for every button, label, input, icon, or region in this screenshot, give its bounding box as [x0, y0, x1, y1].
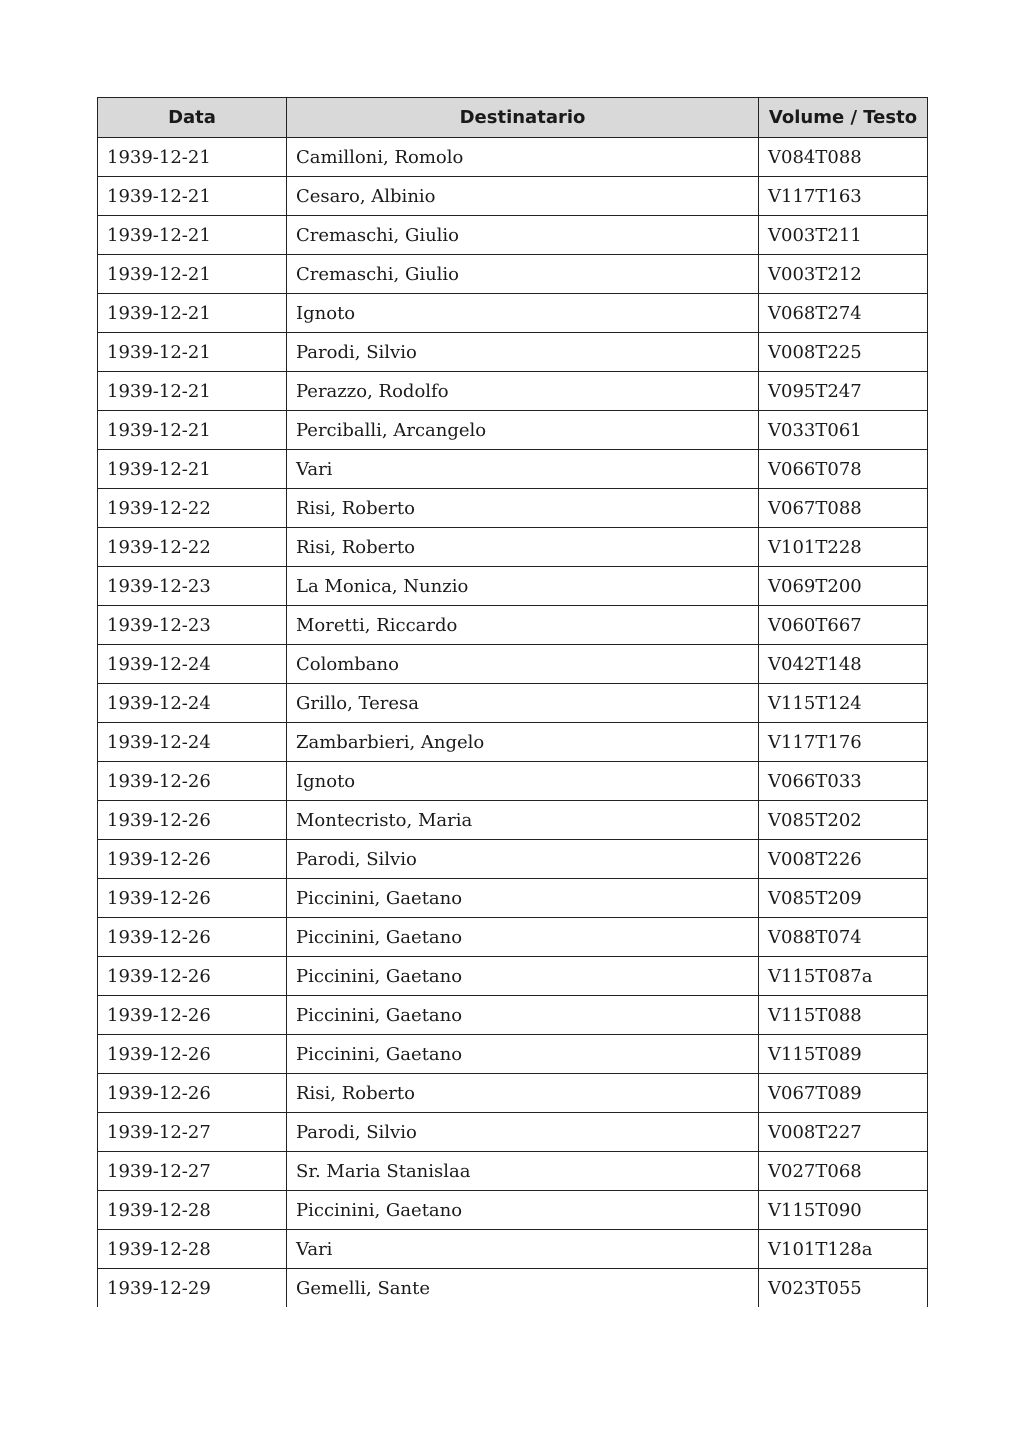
table-row [98, 450, 928, 489]
cell-volume: V084T088 [759, 138, 928, 177]
table-row [98, 489, 928, 528]
cell-volume: V101T128a [759, 1230, 928, 1269]
cell-recipient: Moretti, Riccardo [287, 606, 759, 645]
cell-date: 1939-12-29 [98, 1269, 287, 1308]
cell-volume: V003T211 [759, 216, 928, 255]
cell-date: 1939-12-21 [98, 411, 287, 450]
cell-recipient: Ignoto [287, 762, 759, 801]
cell-date: 1939-12-24 [98, 723, 287, 762]
table-row [98, 606, 928, 645]
table-header-row [98, 98, 928, 138]
cell-date: 1939-12-26 [98, 879, 287, 918]
cell-recipient: Cremaschi, Giulio [287, 216, 759, 255]
table-row [98, 1152, 928, 1191]
table-row [98, 957, 928, 996]
table-row [98, 996, 928, 1035]
table-row [98, 762, 928, 801]
cell-volume: V117T163 [759, 177, 928, 216]
cell-recipient: Perazzo, Rodolfo [287, 372, 759, 411]
table-row [98, 372, 928, 411]
cell-date: 1939-12-26 [98, 840, 287, 879]
cell-date: 1939-12-21 [98, 216, 287, 255]
cell-volume: V068T274 [759, 294, 928, 333]
cell-recipient: Colombano [287, 645, 759, 684]
cell-recipient: Zambarbieri, Angelo [287, 723, 759, 762]
cell-recipient: Gemelli, Sante [287, 1269, 759, 1308]
cell-volume: V066T078 [759, 450, 928, 489]
cell-recipient: Ignoto [287, 294, 759, 333]
cell-date: 1939-12-26 [98, 918, 287, 957]
cell-date: 1939-12-23 [98, 567, 287, 606]
cell-volume: V117T176 [759, 723, 928, 762]
cell-date: 1939-12-21 [98, 450, 287, 489]
cell-volume: V095T247 [759, 372, 928, 411]
cell-date: 1939-12-27 [98, 1113, 287, 1152]
letters-register-table [97, 97, 928, 1307]
table-row [98, 645, 928, 684]
cell-volume: V008T225 [759, 333, 928, 372]
cell-volume: V008T227 [759, 1113, 928, 1152]
cell-volume: V067T088 [759, 489, 928, 528]
table-row [98, 723, 928, 762]
column-header-recipient: Destinatario [287, 98, 759, 138]
table-row [98, 684, 928, 723]
table-row [98, 411, 928, 450]
table-row [98, 1035, 928, 1074]
table-row [98, 333, 928, 372]
document-page [97, 97, 927, 1307]
table-row [98, 1074, 928, 1113]
table-row [98, 528, 928, 567]
table-row [98, 177, 928, 216]
table-row [98, 1230, 928, 1269]
table-row [98, 801, 928, 840]
cell-date: 1939-12-27 [98, 1152, 287, 1191]
cell-recipient: La Monica, Nunzio [287, 567, 759, 606]
cell-volume: V033T061 [759, 411, 928, 450]
cell-date: 1939-12-26 [98, 1074, 287, 1113]
cell-recipient: Cremaschi, Giulio [287, 255, 759, 294]
cell-date: 1939-12-28 [98, 1191, 287, 1230]
cell-date: 1939-12-22 [98, 528, 287, 567]
cell-volume: V115T089 [759, 1035, 928, 1074]
table-row [98, 918, 928, 957]
cell-recipient: Piccinini, Gaetano [287, 996, 759, 1035]
column-header-date: Data [98, 98, 287, 138]
cell-volume: V042T148 [759, 645, 928, 684]
cell-date: 1939-12-26 [98, 957, 287, 996]
cell-recipient: Vari [287, 450, 759, 489]
cell-date: 1939-12-26 [98, 996, 287, 1035]
cell-date: 1939-12-24 [98, 684, 287, 723]
cell-volume: V115T090 [759, 1191, 928, 1230]
cell-recipient: Grillo, Teresa [287, 684, 759, 723]
cell-recipient: Piccinini, Gaetano [287, 957, 759, 996]
cell-volume: V008T226 [759, 840, 928, 879]
cell-volume: V060T667 [759, 606, 928, 645]
cell-date: 1939-12-21 [98, 372, 287, 411]
cell-volume: V067T089 [759, 1074, 928, 1113]
cell-volume: V085T209 [759, 879, 928, 918]
cell-recipient: Montecristo, Maria [287, 801, 759, 840]
cell-volume: V115T124 [759, 684, 928, 723]
cell-volume: V003T212 [759, 255, 928, 294]
cell-recipient: Piccinini, Gaetano [287, 879, 759, 918]
cell-recipient: Risi, Roberto [287, 489, 759, 528]
cell-recipient: Vari [287, 1230, 759, 1269]
cell-volume: V088T074 [759, 918, 928, 957]
table-row [98, 840, 928, 879]
cell-recipient: Piccinini, Gaetano [287, 1035, 759, 1074]
table-row [98, 567, 928, 606]
cell-date: 1939-12-21 [98, 255, 287, 294]
cell-volume: V115T087a [759, 957, 928, 996]
column-header-volume: Volume / Testo [759, 98, 928, 138]
cell-recipient: Parodi, Silvio [287, 333, 759, 372]
cell-volume: V085T202 [759, 801, 928, 840]
table-row [98, 879, 928, 918]
cell-recipient: Parodi, Silvio [287, 1113, 759, 1152]
cell-date: 1939-12-21 [98, 177, 287, 216]
cell-volume: V023T055 [759, 1269, 928, 1308]
table-row [98, 294, 928, 333]
cell-recipient: Perciballi, Arcangelo [287, 411, 759, 450]
cell-recipient: Piccinini, Gaetano [287, 918, 759, 957]
cell-volume: V027T068 [759, 1152, 928, 1191]
table-row [98, 216, 928, 255]
cell-date: 1939-12-23 [98, 606, 287, 645]
table-row [98, 1269, 928, 1308]
cell-recipient: Risi, Roberto [287, 528, 759, 567]
table-body [98, 138, 928, 1308]
cell-volume: V115T088 [759, 996, 928, 1035]
cell-recipient: Camilloni, Romolo [287, 138, 759, 177]
cell-recipient: Piccinini, Gaetano [287, 1191, 759, 1230]
cell-volume: V101T228 [759, 528, 928, 567]
cell-date: 1939-12-22 [98, 489, 287, 528]
cell-date: 1939-12-26 [98, 762, 287, 801]
cell-date: 1939-12-21 [98, 333, 287, 372]
cell-date: 1939-12-21 [98, 138, 287, 177]
cell-recipient: Cesaro, Albinio [287, 177, 759, 216]
cell-date: 1939-12-26 [98, 801, 287, 840]
cell-recipient: Risi, Roberto [287, 1074, 759, 1113]
cell-recipient: Parodi, Silvio [287, 840, 759, 879]
cell-date: 1939-12-24 [98, 645, 287, 684]
table-row [98, 255, 928, 294]
cell-volume: V069T200 [759, 567, 928, 606]
cell-recipient: Sr. Maria Stanislaa [287, 1152, 759, 1191]
cell-date: 1939-12-26 [98, 1035, 287, 1074]
table-row [98, 1113, 928, 1152]
cell-date: 1939-12-21 [98, 294, 287, 333]
cell-volume: V066T033 [759, 762, 928, 801]
table-row [98, 1191, 928, 1230]
cell-date: 1939-12-28 [98, 1230, 287, 1269]
table-row [98, 138, 928, 177]
